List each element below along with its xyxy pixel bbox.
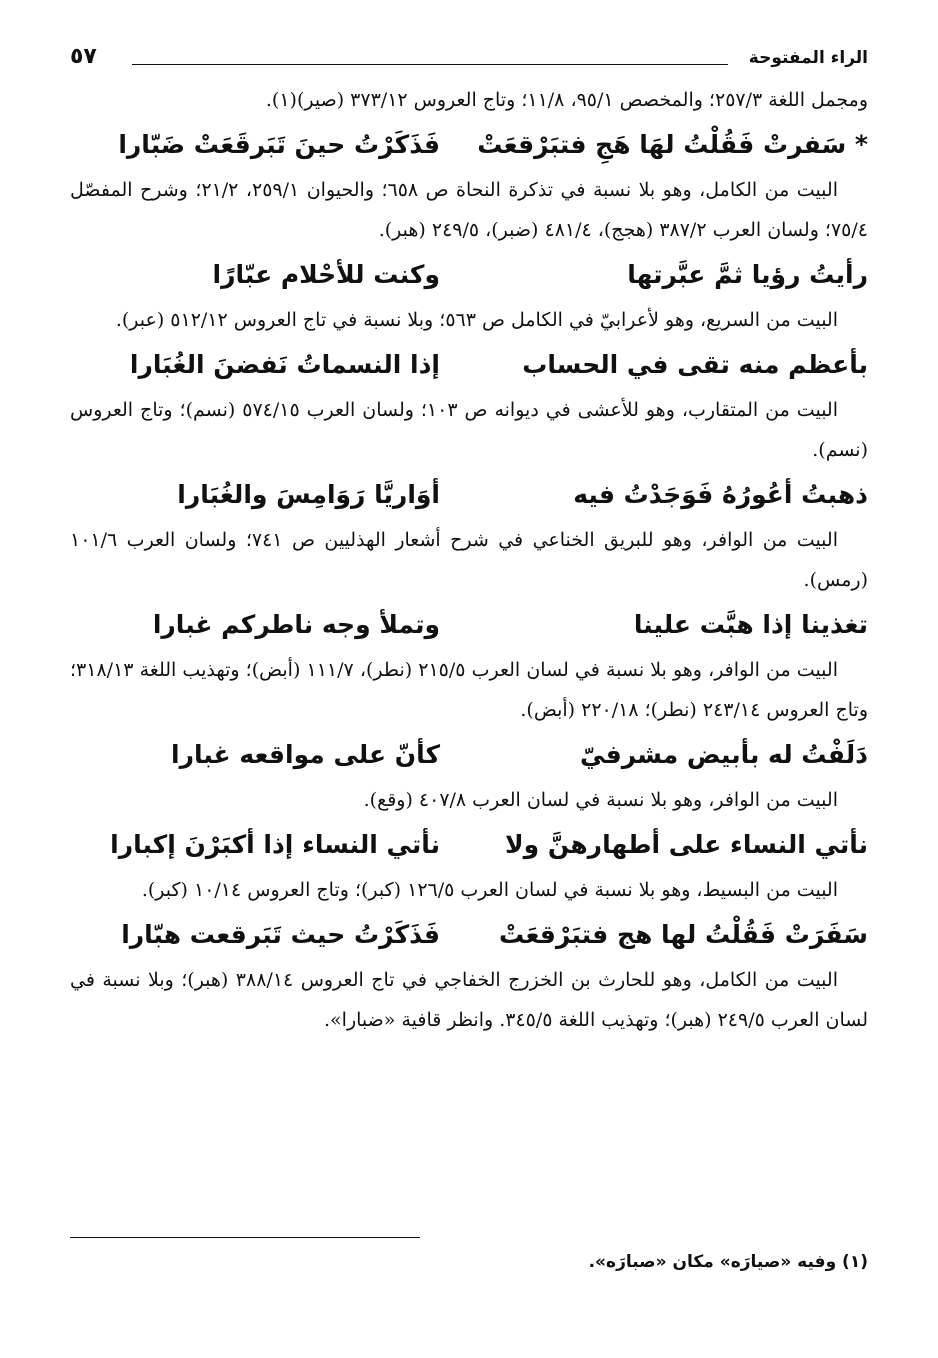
verse-line: [70, 250, 868, 300]
verse-note: البيت من السريع، وهو لأعرابيّ في الكامل ص ٥٦٣؛ وبلا نسبة في تاج العروس ٥١٢/١٢ (عبر).: [115, 309, 838, 331]
verse-first-hemistich: ذهبتُ أعُورُهُ فَوَجَدْتُ فيه: [573, 480, 868, 509]
verse-second-hemistich: وتملأ وجه ناطركم غبارا: [152, 610, 440, 639]
verse-note: البيت من الوافر، وهو للبريق الخناعي في شرح أشعار الهذليين ص ٧٤١؛ ولسان العرب ١٠١/٦ (رمس).: [70, 529, 868, 591]
header-rule: [132, 64, 728, 65]
verse-first-hemistich: دَلَفْتُ له بأبيض مشرفيّ: [580, 740, 868, 769]
entry: [70, 600, 868, 730]
verse-first-hemistich: سَفَرَتْ فَقُلْتُ لها هج فتبَرْقعَتْ: [498, 920, 868, 949]
verse-second-hemistich: أوَاريَّا رَوَامِسَ والغُبَارا: [177, 480, 440, 509]
entry: [70, 120, 868, 250]
verse-note: البيت من المتقارب، وهو للأعشى في ديوانه ص ١٠٣؛ ولسان العرب ٥٧٤/١٥ (نسم)؛ وتاج العروس (نسم).: [70, 399, 868, 461]
verse-note: البيت من الكامل، وهو للحارث بن الخزرج الخفاجي في تاج العروس ٣٨٨/١٤ (هبر)؛ وبلا نسبة في لسان العرب ٢٤٩/٥ (هبر)؛ وتهذيب اللغة ٣٤٥/٥. وانظر قافية «ضبارا».: [70, 969, 868, 1031]
verse-second-hemistich: إذا النسماتُ نَفضنَ الغُبَارا: [129, 350, 440, 379]
entry: [70, 340, 868, 470]
entry: [70, 470, 868, 600]
entry: [70, 730, 868, 820]
verse-first-hemistich: تغذينا إذا هبَّت علينا: [633, 610, 868, 639]
verse-first-hemistich: نأتي النساء على أطهارهنَّ ولا: [504, 830, 868, 859]
footnote: (١) وفيه «صيارَه» مكان «صبارَه».: [588, 1252, 868, 1272]
verse-line: [70, 820, 868, 870]
verse-note: البيت من الكامل، وهو بلا نسبة في تذكرة النحاة ص ٦٥٨؛ والحيوان ٢٥٩/١، ٢١/٢؛ وشرح المفصّل ٧٥/٤؛ ولسان العرب ٣٨٧/٢ (هجج)، ٤٨١/٤ (ضبر)، ٢٤٩/٥ (هبر).: [70, 179, 868, 241]
page-number: ٥٧: [70, 44, 97, 69]
verse-second-hemistich: فَذَكَرْتُ حينَ تَبَرقَعَتْ ضَبّارا: [118, 130, 440, 159]
page: [70, 40, 868, 1272]
verse-line: [70, 340, 868, 390]
verse-note: البيت من الوافر، وهو بلا نسبة في لسان العرب ٤٠٧/٨ (وقع).: [363, 789, 838, 811]
verse-line: [70, 600, 868, 650]
verse-note: البيت من الوافر، وهو بلا نسبة في لسان العرب ٢١٥/٥ (نطر)، ١١١/٧ (أبض)؛ وتهذيب اللغة ٣١٨/١٣؛ وتاج العروس ٢٤٣/١٤ (نطر)؛ ٢٢٠/١٨ (أبض).: [70, 659, 868, 721]
verse-second-hemistich: كأنّ على مواقعه غبارا: [171, 740, 440, 769]
verse-line: [70, 910, 868, 960]
verse-line: [70, 120, 868, 170]
verse-first-hemistich: بأعظم منه تقى في الحساب: [522, 350, 868, 379]
verse-first-hemistich: رأيتُ رؤيا ثمَّ عبَّرتها: [627, 260, 868, 289]
verse-line: [70, 730, 868, 780]
verse-second-hemistich: وكنت للأحْلام عبّارًا: [212, 260, 440, 289]
intro-paragraph: ومجمل اللغة ٢٥٧/٣؛ والمخصص ٩٥/١، ١١/٨؛ وتاج العروس ٣٧٣/١٢ (صير)(١).: [265, 89, 868, 111]
entry: [70, 910, 868, 1040]
verse-second-hemistich: فَذَكَرْتُ حيث تَبَرقعت هبّارا: [121, 920, 440, 949]
page-header: [70, 40, 868, 80]
verse-second-hemistich: نأتي النساء إذا أكبَرْنَ إكبارا: [110, 830, 440, 859]
verse-line: [70, 470, 868, 520]
verse-first-hemistich: * سَفرتْ فَقُلْتُ لهَا هَجِ فتبَرْقعَتْ: [477, 130, 868, 159]
entry: [70, 250, 868, 340]
entry: [70, 820, 868, 910]
running-title: الراء المفتوحة: [748, 48, 868, 68]
footnote-rule: [70, 1237, 420, 1238]
verse-note: البيت من البسيط، وهو بلا نسبة في لسان العرب ١٢٦/٥ (كبر)؛ وتاج العروس ١٠/١٤ (كبر).: [141, 879, 838, 901]
